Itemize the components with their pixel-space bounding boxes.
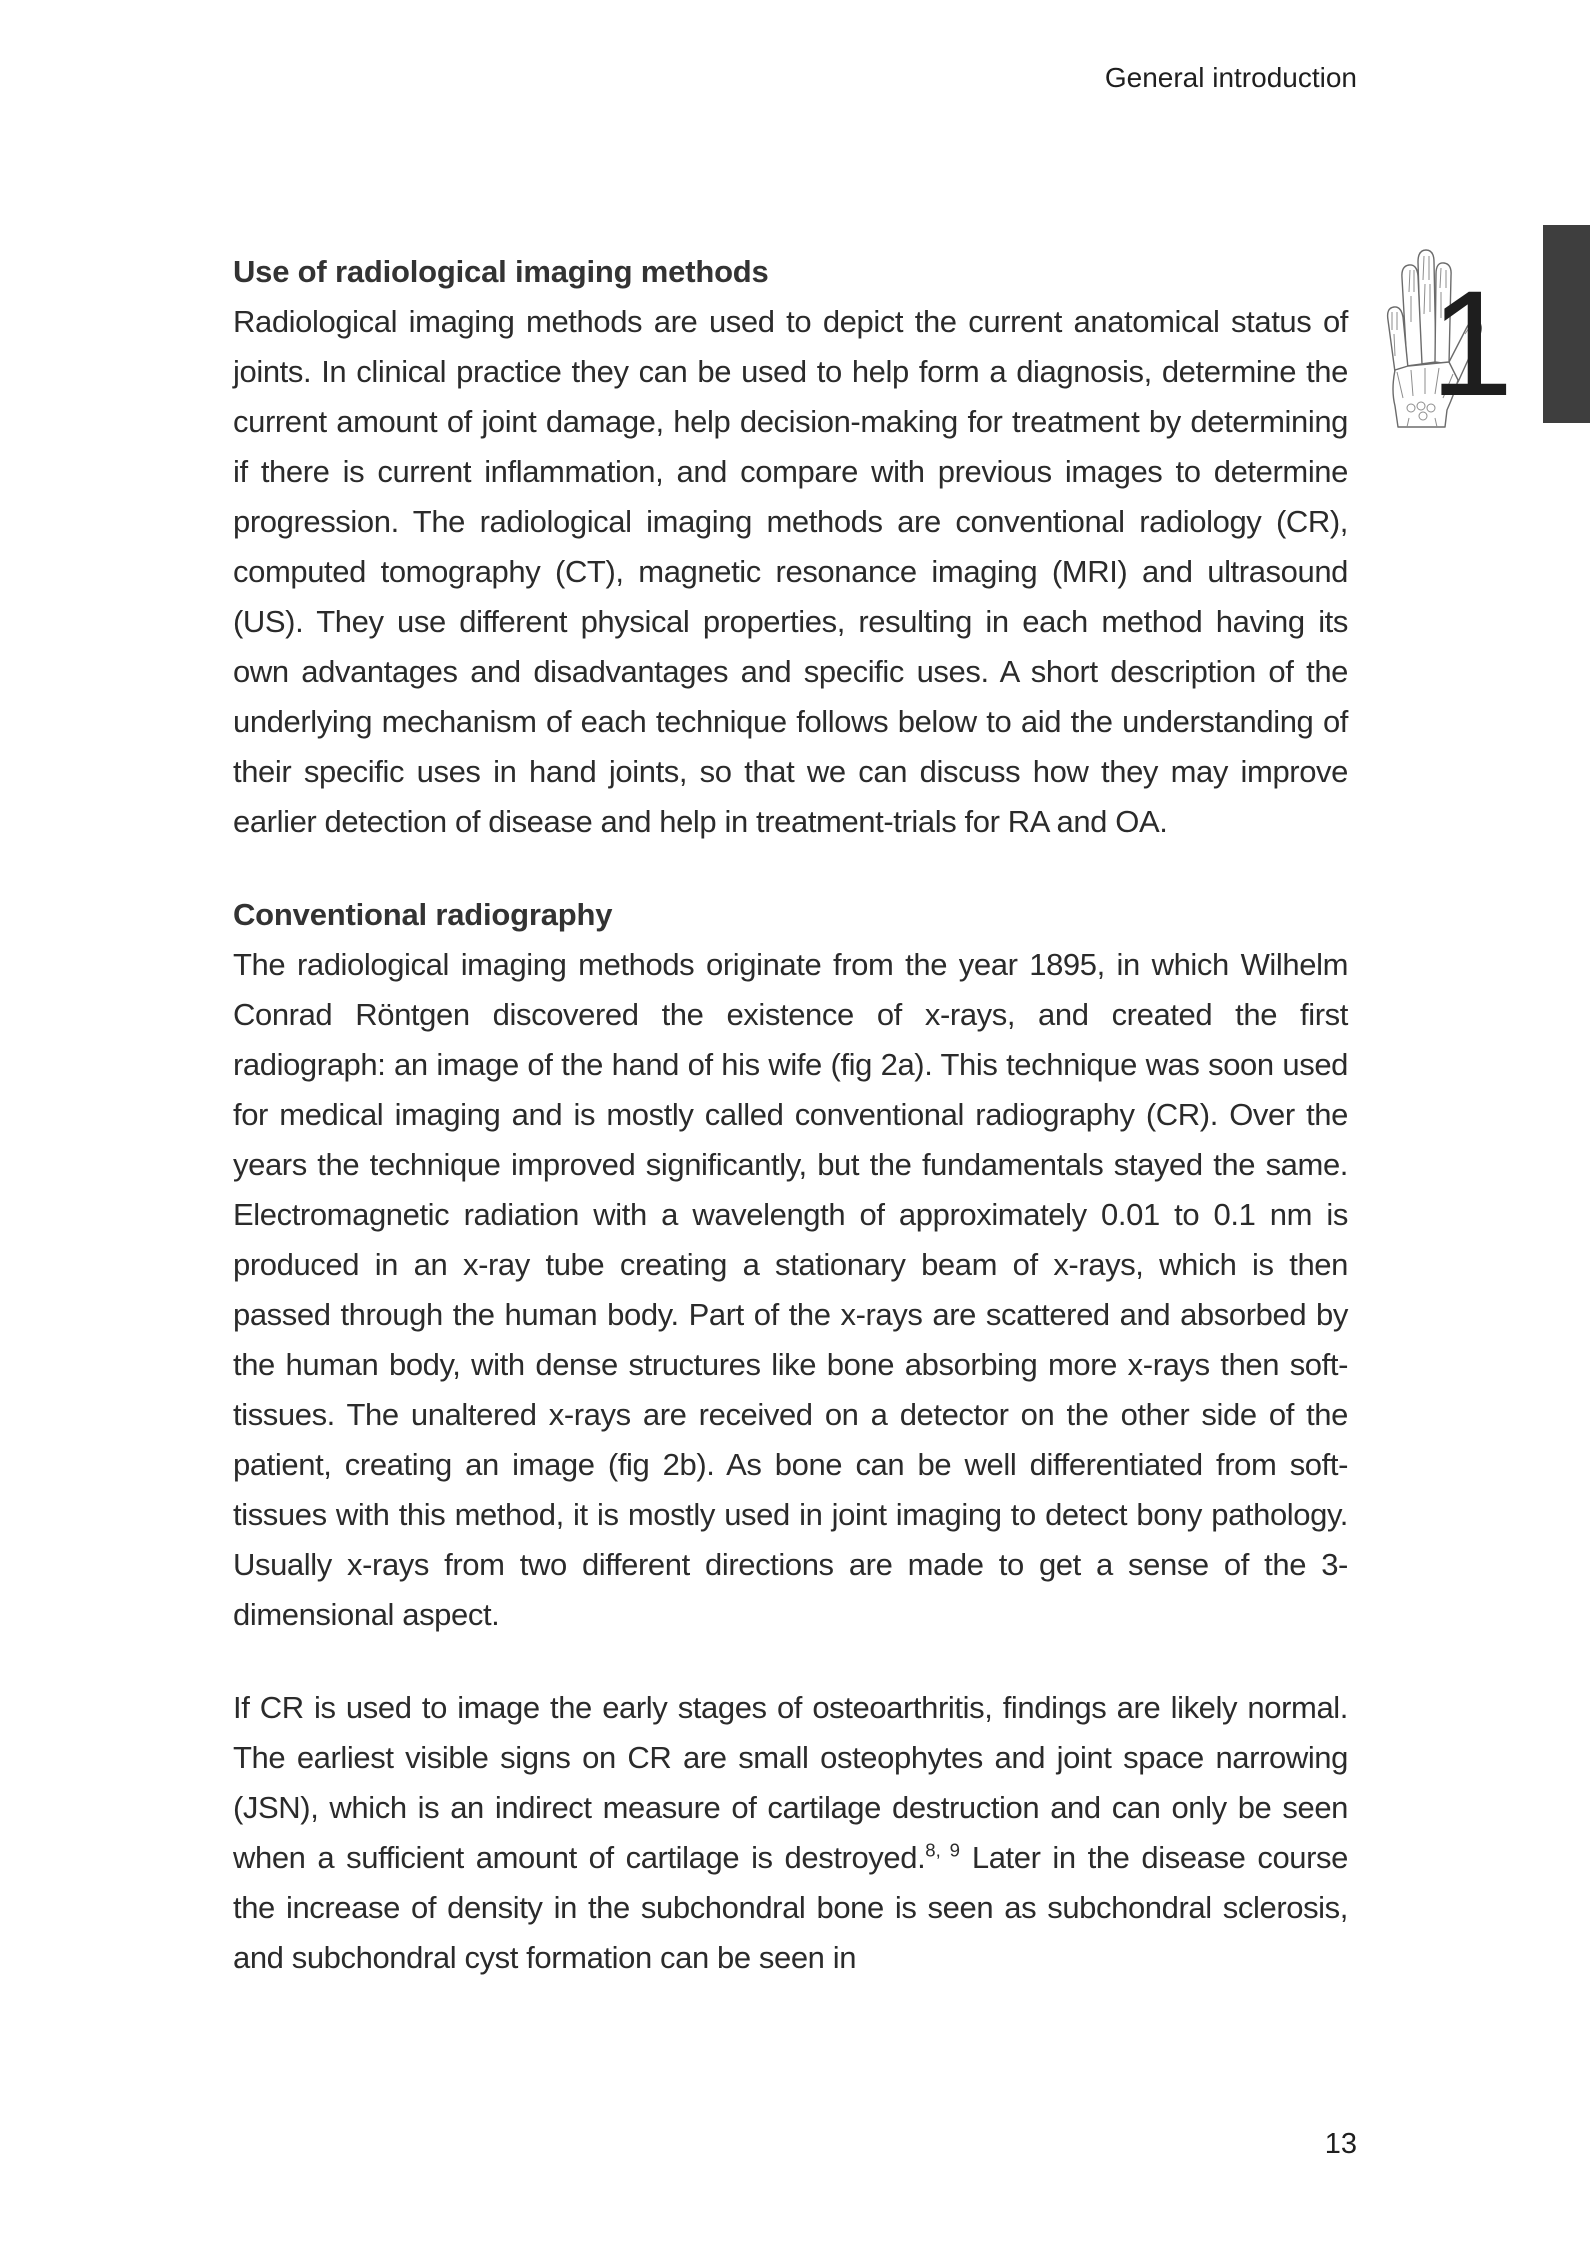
- chapter-number: 1: [1430, 259, 1514, 427]
- chapter-tab-marker: [1543, 225, 1590, 423]
- section-paragraph: Radiological imaging methods are used to depict the current anatomical status of joints. In clinical practice they can be used to help form a diagnosis, determine the current amount of joint damage, help decision-making for treatment by determining if there is current inflammation, and compare with previous images to determine progression. The radiological imaging methods are conventional radiology (CR), computed tomography (CT), magnetic resonance imaging (MRI) and ultrasound (US). They use different physical properties, resulting in each method having its own advantages and disadvantages and specific uses. A short description of the underlying mechanism of each technique follows below to aid the understanding of their specific uses in hand joints, so that we can discuss how they may improve earlier detection of disease and help in treatment-trials for RA and OA.: [233, 304, 1348, 839]
- section-paragraph: The radiological imaging methods originate from the year 1895, in which Wilhelm Conrad Röntgen discovered the existence of x-rays, and created the first radiograph: an image of the hand of his wife (fig 2a). This technique was soon used for medical imaging and is mostly called conventional radiography (CR). Over the years the technique improved significantly, but the fundamentals stayed the same. Electromagnetic radiation with a wavelength of approximately 0.01 to 0.1 nm is produced in an x-ray tube creating a stationary beam of x-rays, which is then passed through the human body. Part of the x-rays are scattered and absorbed by the human body, with dense structures like bone absorbing more x-rays then soft-tissues. The unaltered x-rays are received on a detector on the other side of the patient, creating an image (fig 2b). As bone can be well differentiated from soft-tissues with this method, it is mostly used in joint imaging to detect bony pathology. Usually x-rays from two different directions are made to get a sense of the 3-dimensional aspect.: [233, 947, 1348, 1632]
- section-heading: Conventional radiography: [233, 897, 613, 932]
- page-number: 13: [1324, 2128, 1357, 2160]
- section-heading: Use of radiological imaging methods: [233, 254, 769, 289]
- running-header: General introduction: [1104, 62, 1357, 93]
- page-body: [233, 247, 1348, 1983]
- section-conventional-radiography: [233, 890, 1348, 1640]
- section-cr-osteoarthritis: [233, 1683, 1348, 1983]
- section-use-of-radiological-imaging: [233, 247, 1348, 847]
- section-paragraph-with-citation: If CR is used to image the early stages of osteoarthritis, findings are likely normal. The earliest visible signs on CR are small osteophytes and joint space narrowing (JSN), which is an indirect measure of cartilage destruction and can only be seen when a sufficient amount of cartilage is destroyed.$^{8, 9}$ Later in the disease course the increase of density in the subchondral bone is seen as subchondral sclerosis, and subchondral cyst formation can be seen in: [233, 1690, 1348, 1975]
